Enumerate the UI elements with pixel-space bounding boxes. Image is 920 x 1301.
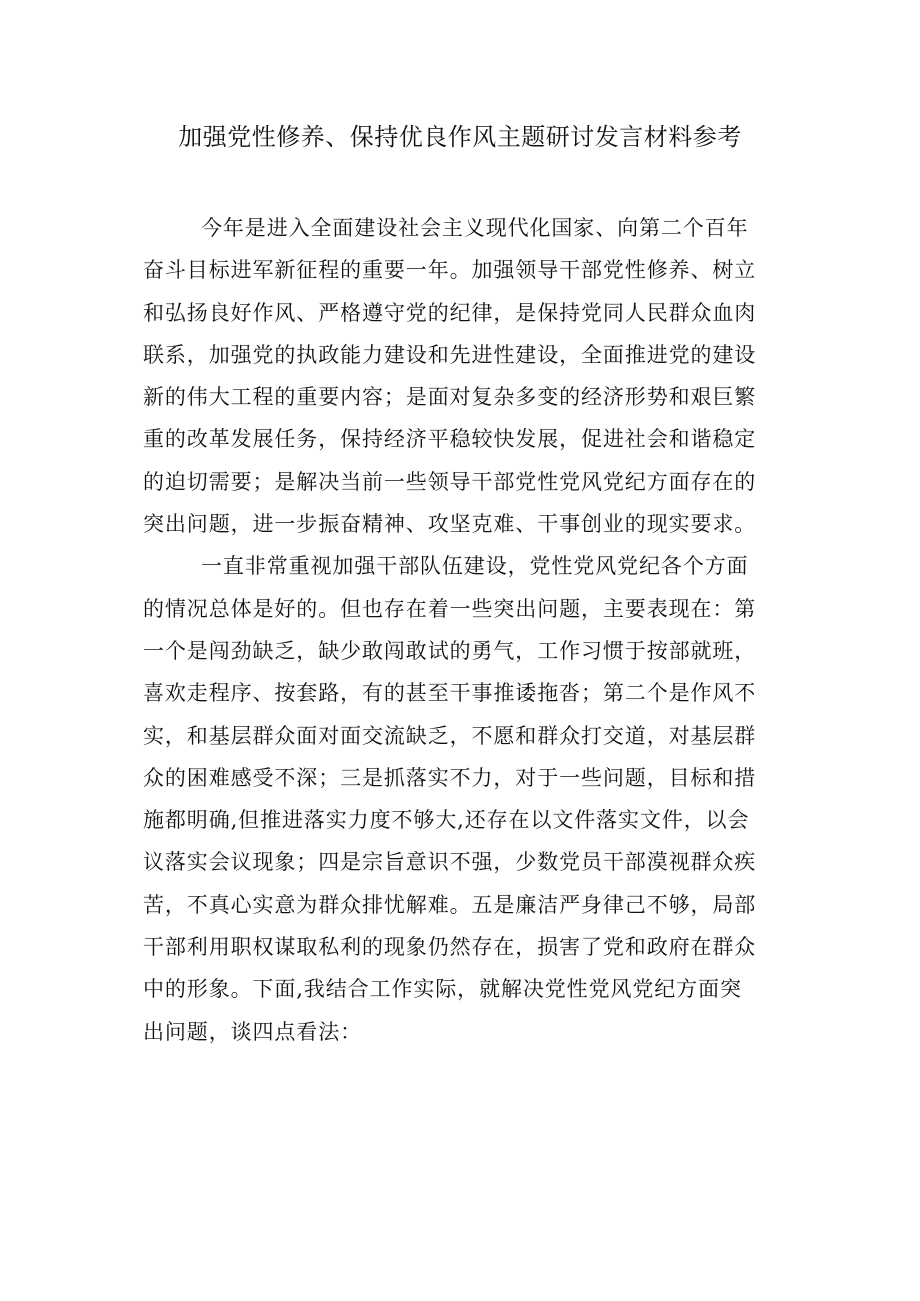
text-line: 实，和基层群众面对面交流缺乏，不愿和群众打交道，对基层群 — [143, 723, 757, 748]
text-line: 联系，加强党的执政能力建设和先进性建设，全面推进党的建设 — [143, 342, 757, 367]
text-line: 的迫切需要；是解决当前一些领导干部党性党风党纪方面存在的 — [143, 469, 757, 494]
paragraph-2 — [143, 545, 803, 1053]
text-line: 和弘扬良好作风、严格遵守党的纪律，是保持党同人民群众血肉 — [143, 300, 757, 325]
text-line: 的情况总体是好的。但也存在着一些突出问题，主要表现在：第 — [143, 596, 757, 621]
text-line: 出问题，谈四点看法： — [143, 1019, 362, 1044]
text-line: 新的伟大工程的重要内容；是面对复杂多变的经济形势和艰巨繁 — [143, 385, 757, 410]
text-line: 突出问题，进一步振奋精神、攻坚克难、干事创业的现实要求。 — [143, 512, 757, 537]
text-line: 喜欢走程序、按套路，有的甚至干事推诿拖沓；第二个是作风不 — [143, 681, 757, 706]
text-line: 一个是闯劲缺乏，缺少敢闯敢试的勇气，工作习惯于按部就班， — [143, 638, 757, 663]
text-line: 重的改革发展任务，保持经济平稳较快发展，促进社会和谐稳定 — [143, 427, 757, 452]
text-line: 众的困难感受不深；三是抓落实不力，对于一些问题，目标和措 — [143, 765, 757, 790]
text-line: 一直非常重视加强干部队伍建设，党性党风党纪各个方面 — [201, 554, 749, 579]
text-line: 今年是进入全面建设社会主义现代化国家、向第二个百年 — [201, 216, 749, 240]
text-line: 苦，不真心实意为群众排忧解难。五是廉洁严身律己不够，局部 — [143, 892, 757, 917]
text-line: 议落实会议现象；四是宗旨意识不强，少数党员干部漠视群众疾 — [143, 850, 757, 875]
text-line: 施都明确,但推进落实力度不够大,还存在以文件落实文件，以会 — [143, 808, 750, 833]
text-line: 奋斗目标进军新征程的重要一年。加强领导干部党性修养、树立 — [143, 258, 757, 283]
document-body — [143, 207, 803, 1053]
text-line: 中的形象。下面,我结合工作实际，就解决党性党风党纪方面突 — [143, 977, 742, 1002]
text-line: 干部利用职权谋取私利的现象仍然存在，损害了党和政府在群众 — [143, 935, 757, 960]
paragraph-1 — [143, 207, 803, 545]
document-title: 加强党性修养、保持优良作风主题研讨发言材料参考 — [178, 123, 742, 151]
